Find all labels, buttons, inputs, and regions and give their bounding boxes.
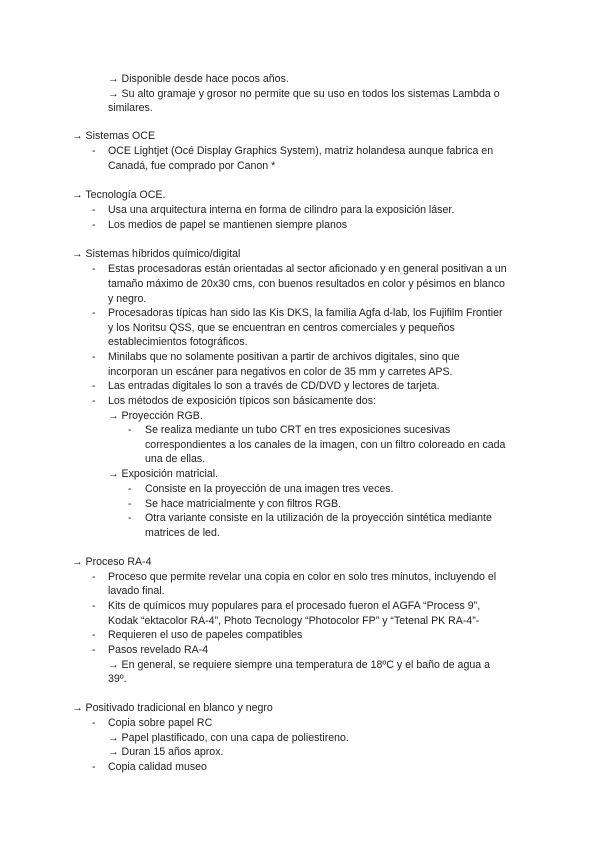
heading-text: Sistemas híbridos químico/digital	[85, 248, 241, 260]
item-text: Su alto gramaje y grosor no permite que su uso en todos los sistemas Lambda o	[121, 88, 500, 100]
heading-text: Tecnología OCE.	[85, 189, 166, 201]
arrow-icon: →	[108, 732, 119, 744]
bullet-text: incorporan un escáner para negativos en color de 35 mm y carretes APS.	[108, 366, 453, 378]
bullet-text: Las entradas digitales lo son a través de CD/DVD y lectores de tarjeta.	[108, 380, 440, 392]
bullet-text: Copia sobre papel RC	[108, 717, 213, 729]
bullet-text: Los medios de papel se mantienen siempre planos	[108, 219, 348, 231]
dash-bullet: -	[128, 483, 132, 495]
arrow-icon: →	[108, 73, 119, 85]
dash-bullet: -	[128, 498, 132, 510]
bullet-text: OCE Lightjet (Océ Display Graphics System), matriz holandesa aunque fabrica en	[108, 145, 494, 157]
bullet-text: Kits de químicos muy populares para el procesado fueron el AGFA “Process 9”,	[108, 600, 481, 612]
bullet-text: Proceso que permite revelar una copia en color en solo tres minutos, incluyendo el	[108, 571, 497, 583]
item-text: En general, se requiere siempre una temperatura de 18ºC y el baño de agua a	[121, 659, 490, 671]
bullet-text: Pasos revelado RA-4	[108, 644, 209, 656]
section-heading	[72, 130, 155, 143]
arrow-icon: →	[72, 702, 83, 714]
bullet-text: tamaño máximo de 20x30 cms, con buenos resultados en color y pésimos en blanco	[108, 278, 505, 290]
bullet-text: Canadá, fue comprado por Canon *	[108, 160, 276, 172]
item-text: Papel plastificado, con una capa de poliestireno.	[121, 732, 349, 744]
item-text: Duran 15 años aprox.	[121, 746, 224, 758]
bullet-text: y los Noritsu QSS, que se encuentran en centros comerciales y pequeños	[108, 322, 455, 334]
bullet-text: Estas procesadoras están orientadas al sector aficionado y en general positivan a un	[108, 263, 507, 275]
arrow-item	[108, 88, 500, 101]
dash-bullet: -	[92, 571, 96, 583]
bullet-text: Otra variante consiste en la utilización de la proyección sintética mediante	[145, 512, 492, 524]
dash-bullet: -	[92, 380, 96, 392]
arrow-icon: →	[72, 189, 83, 201]
arrow-item	[108, 732, 349, 745]
arrow-icon: →	[108, 468, 119, 480]
dash-bullet: -	[92, 145, 96, 157]
heading-text: Proceso RA-4	[85, 556, 152, 568]
arrow-icon: →	[72, 248, 83, 260]
sub-heading	[108, 468, 218, 481]
heading-text: Exposición matricial.	[121, 468, 219, 480]
dash-bullet: -	[92, 644, 96, 656]
dash-bullet: -	[92, 717, 96, 729]
section-heading	[72, 189, 165, 202]
section-heading	[72, 702, 273, 715]
item-text: Disponible desde hace pocos años.	[121, 73, 289, 85]
item-continuation: 39º.	[108, 673, 127, 685]
heading-text: Positivado tradicional en blanco y negro	[85, 702, 273, 714]
arrow-icon: →	[108, 746, 119, 758]
bullet-text: Kodak “ektacolor RA-4”, Photo Tecnology “Photocolor FP” y “Tetenal PK RA-4”-	[108, 615, 480, 627]
bullet-text: Los métodos de exposición típicos son básicamente dos:	[108, 395, 376, 407]
dash-bullet: -	[92, 351, 96, 363]
dash-bullet: -	[128, 512, 132, 524]
heading-text: Sistemas OCE	[85, 130, 156, 142]
heading-text: Proyección RGB.	[121, 410, 203, 422]
bullet-text: Se realiza mediante un tubo CRT en tres exposiciones sucesivas	[145, 424, 451, 436]
dash-bullet: -	[92, 263, 96, 275]
item-continuation: similares.	[108, 102, 153, 114]
dash-bullet: -	[92, 204, 96, 216]
bullet-text: Se hace matricialmente y con filtros RGB.	[145, 498, 342, 510]
section-heading	[72, 556, 152, 569]
dash-bullet: -	[92, 395, 96, 407]
arrow-icon: →	[108, 410, 119, 422]
arrow-icon: →	[72, 130, 83, 142]
dash-bullet: -	[92, 307, 96, 319]
arrow-icon: →	[108, 88, 119, 100]
arrow-icon: →	[72, 556, 83, 568]
bullet-text: Usa una arquitectura interna en forma de cilindro para la exposición láser.	[108, 204, 455, 216]
bullet-text: Procesadoras típicas han sido las Kis DKS, la familia Agfa d-lab, los Fujifilm Frontier	[108, 307, 503, 319]
bullet-text: lavado final.	[108, 585, 165, 597]
section-heading	[72, 248, 240, 261]
bullet-text: Requieren el uso de papeles compatibles	[108, 629, 303, 641]
bullet-text: matrices de led.	[145, 527, 220, 539]
bullet-text: y negro.	[108, 293, 147, 305]
arrow-item	[108, 746, 223, 759]
dash-bullet: -	[92, 219, 96, 231]
bullet-text: establecimientos fotográficos.	[108, 336, 248, 348]
bullet-text: Consiste en la proyección de una imagen tres veces.	[145, 483, 394, 495]
bullet-text: una de ellas.	[145, 453, 206, 465]
arrow-item	[108, 659, 490, 672]
bullet-text: Minilabs que no solamente positivan a partir de archivos digitales, sino que	[108, 351, 460, 363]
dash-bullet: -	[92, 761, 96, 773]
bullet-text: Copia calidad museo	[108, 761, 207, 773]
sub-heading	[108, 410, 203, 423]
arrow-icon: →	[108, 659, 119, 671]
dash-bullet: -	[92, 629, 96, 641]
arrow-item	[108, 73, 289, 86]
bullet-text: correspondientes a los canales de la imagen, con un filtro coloreado en cada	[145, 439, 506, 451]
dash-bullet: -	[92, 600, 96, 612]
dash-bullet: -	[128, 424, 132, 436]
